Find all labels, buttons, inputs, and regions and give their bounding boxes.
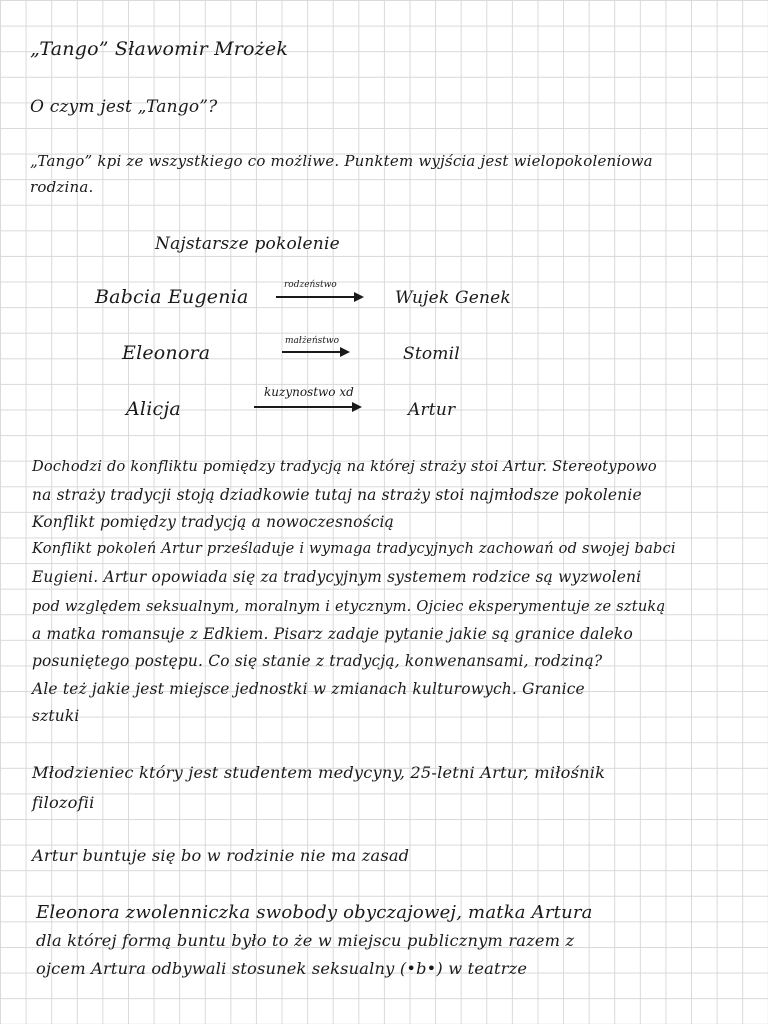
paragraph-4-line: ojcem Artura odbywali stosunek seksualny (•b•) w teatrze — [36, 959, 528, 978]
family-member-wujek-genek: Wujek Genek — [395, 288, 511, 308]
paragraph-1-line: Dochodzi do konfliktu pomiędzy tradycją na której straży stoi Artur. Stereotypowo — [32, 458, 657, 475]
arrow-head-icon — [352, 402, 362, 412]
relation-label: małżeństwo — [285, 336, 340, 346]
relation-arrow-line — [254, 406, 354, 408]
intro-line-2: rodzina. — [30, 178, 94, 196]
relation-arrow-line — [282, 351, 342, 353]
paragraph-4-line: dla której formą buntu było to że w miejscu publicznym razem z — [36, 931, 575, 950]
family-member-babcia-eugenia: Babcia Eugenia — [95, 286, 249, 308]
paragraph-1-line: Konflikt pomiędzy tradycją a nowoczesnością — [32, 513, 395, 531]
note-title: „Tango” Sławomir Mrożek — [30, 38, 289, 60]
paragraph-1-line: Eugieni. Artur opowiada się za tradycyjnym systemem rodzice są wyzwoleni — [32, 568, 642, 586]
generation-label: Najstarsze pokolenie — [155, 234, 340, 254]
arrow-head-icon — [354, 292, 364, 302]
family-member-eleonora: Eleonora — [122, 342, 211, 364]
paragraph-1-line: posuniętego postępu. Co się stanie z tradycją, konwenansami, rodziną? — [32, 652, 603, 670]
paragraph-1-line: na straży tradycji stoją dziadkowie tutaj na straży stoi najmłodsze pokolenie — [32, 486, 642, 504]
family-member-alicja: Alicja — [126, 398, 181, 420]
family-member-stomil: Stomil — [403, 344, 460, 364]
paragraph-1-line: a matka romansuje z Edkiem. Pisarz zadaje pytanie jakie są granice daleko — [32, 625, 633, 643]
family-member-artur: Artur — [408, 400, 456, 420]
paragraph-2-line: filozofii — [32, 793, 95, 812]
paragraph-1-line: Konflikt pokoleń Artur prześladuje i wymaga tradycyjnych zachowań od swojej babci — [32, 540, 676, 557]
intro-line-1: „Tango” kpi ze wszystkiego co możliwe. Punktem wyjścia jest wielopokoleniowa — [30, 152, 653, 170]
paragraph-2-line: Młodzieniec który jest studentem medycyny, 25-letni Artur, miłośnik — [32, 763, 606, 782]
paragraph-1-line: pod względem seksualnym, moralnym i etycznym. Ojciec eksperymentuje ze sztuką — [32, 598, 666, 615]
relation-label: kuzynostwo xd — [264, 385, 354, 399]
note-question: O czym jest „Tango”? — [30, 97, 218, 117]
paragraph-1-line: sztuki — [32, 707, 80, 725]
arrow-head-icon — [340, 347, 350, 357]
paragraph-3-line: Artur buntuje się bo w rodzinie nie ma zasad — [32, 846, 410, 865]
relation-arrow-line — [276, 296, 356, 298]
relation-label: rodzeństwo — [284, 280, 337, 290]
paragraph-1-line: Ale też jakie jest miejsce jednostki w zmianach kulturowych. Granice — [32, 680, 585, 698]
paragraph-4-line: Eleonora zwolenniczka swobody obyczajowej, matka Artura — [36, 902, 593, 923]
